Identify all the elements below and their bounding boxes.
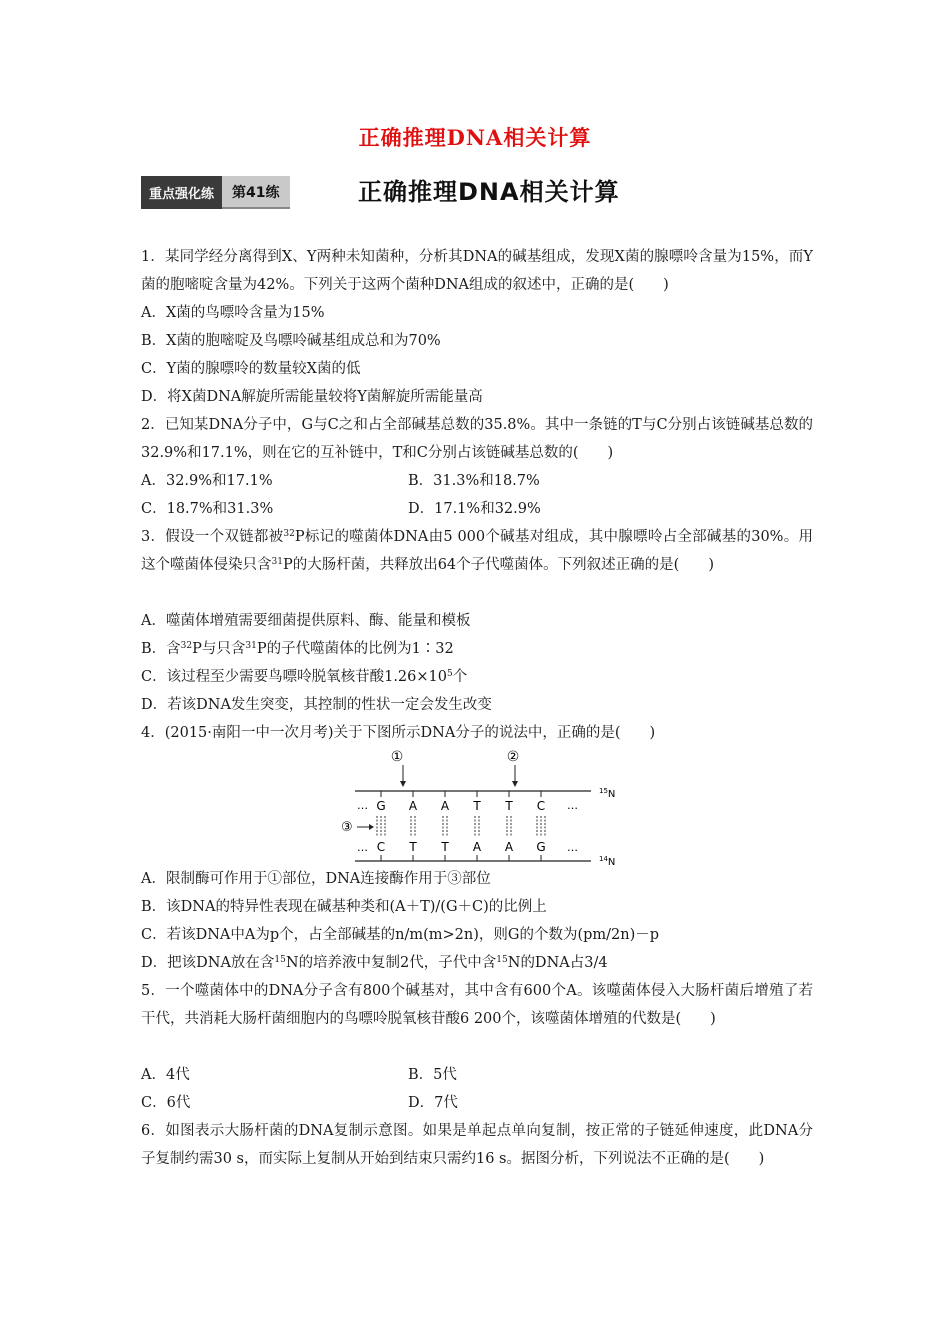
top-base: T — [505, 799, 513, 813]
bottom-ellipsis-right: … — [567, 841, 578, 854]
q3-option-b-part: P与只含 — [192, 641, 246, 657]
bottom-base: G — [536, 840, 546, 854]
label-top-mass: 15 — [599, 787, 608, 795]
q3-option-c-sup-5: 5 — [446, 669, 453, 679]
q2-option-a: A．32.9%和17.1% — [141, 473, 273, 489]
question-1-stem: 1．某同学经分离得到X、Y两种未知菌种，分析其DNA的碱基组成，发现X菌的腺嘌呤含量为15%，而Y菌的胞嘧啶含量为42%。下列关于这两个菌种DNA组成的叙述中，正确的是( ) — [141, 249, 813, 293]
q4-option-d-part: N的DNA占3/4 — [507, 955, 608, 971]
bottom-base: A — [504, 840, 514, 854]
q4-option-d — [141, 949, 813, 977]
top-base: T — [473, 799, 481, 813]
q4-option-a: A．限制酶可作用于①部位，DNA连接酶作用于③部位 — [141, 871, 491, 887]
q3-sup-32: 32 — [283, 529, 295, 539]
q4-option-d-sup-15b: 15 — [496, 955, 508, 965]
label-top-elem: N — [607, 789, 616, 800]
top-ellipsis-right: … — [567, 799, 578, 812]
q1-option-c: C．Y菌的腺嘌呤的数量较X菌的低 — [141, 361, 361, 377]
q4-option-d-sup-15: 15 — [274, 955, 286, 965]
label-bottom-strand — [599, 855, 615, 865]
top-base: C — [536, 799, 546, 813]
dna-figure — [141, 747, 813, 865]
marker-1-label: ① — [390, 749, 404, 765]
banner-tag: 重点强化练 — [141, 176, 222, 209]
dna-diagram — [341, 747, 631, 865]
bottom-base: T — [441, 840, 449, 854]
q3-option-c-part: 个 — [452, 669, 468, 685]
q4-option-d-part: N的培养液中复制2代，子代中含 — [285, 955, 497, 971]
banner-title: 正确推理DNA相关计算 — [358, 178, 620, 206]
bottom-base: T — [409, 840, 417, 854]
q3-option-c-part: C．该过程至少需要鸟嘌呤脱氧核苷酸1.26×10 — [141, 669, 447, 685]
q4-option-d-part: D．把该DNA放在含 — [141, 955, 275, 971]
q5-option-d: D．7代 — [408, 1095, 458, 1111]
question-2-stem: 2．已知某DNA分子中，G与C之和占全部碱基总数的35.8%。其中一条链的T与C分别占该链碱基总数的32.9%和17.1%，则在它的互补链中，T和C分别占该链碱基总数的( ) — [141, 417, 813, 461]
base-pairs — [376, 791, 545, 861]
q2-option-d: D．17.1%和32.9% — [408, 501, 541, 517]
section-banner — [141, 176, 290, 209]
page-title: 正确推理DNA相关计算 — [358, 125, 592, 150]
q4-option-c: C．若该DNA中A为p个，占全部碱基的n/m(m>2n)，则G的个数为(pm/2n)－p — [141, 927, 660, 943]
q3-sup-31: 31 — [271, 557, 283, 567]
marker-3-arrowhead — [369, 824, 374, 830]
q3-option-b-sup-31: 31 — [245, 641, 257, 651]
q3-option-c — [141, 663, 813, 691]
label-bottom-elem: N — [607, 857, 616, 865]
top-base: A — [408, 799, 418, 813]
question-6-stem: 6．如图表示大肠杆菌的DNA复制示意图。如果是单起点单向复制，按正常的子链延伸速度，此DNA分子复制约需30 s，而实际上复制从开始到结束只需约16 s。据图分析，下列说法不正确的是( ) — [141, 1123, 813, 1167]
q3-option-b-part: P的子代噬菌体的比例为1∶32 — [256, 641, 454, 657]
q3-stem-part: P的大肠杆菌，共释放出64个子代噬菌体。下列叙述正确的是( ) — [282, 557, 714, 573]
marker-3-label: ③ — [341, 820, 353, 835]
label-bottom-mass: 14 — [599, 855, 608, 863]
q2-option-c: C．18.7%和31.3% — [141, 501, 274, 517]
bottom-ellipsis-left: … — [357, 841, 368, 854]
question-4-stem: 4．(2015·南阳一中一次月考)关于下图所示DNA分子的说法中，正确的是( ) — [141, 725, 656, 741]
top-base: G — [376, 799, 386, 813]
q4-option-b: B．该DNA的特异性表现在碱基种类和(A＋T)/(G＋C)的比例上 — [141, 899, 547, 915]
q2-options-row-2 — [141, 495, 813, 523]
q2-option-b: B．31.3%和18.7% — [408, 473, 540, 489]
label-top-strand — [599, 787, 615, 800]
top-base: A — [440, 799, 450, 813]
question-list — [141, 243, 813, 1201]
q1-option-a: A．X菌的鸟嘌呤含量为15% — [141, 305, 325, 321]
q3-option-b-part: B．含 — [141, 641, 181, 657]
marker-2-arrowhead — [512, 781, 518, 787]
q3-option-a: A．噬菌体增殖需要细菌提供原料、酶、能量和模板 — [141, 613, 471, 629]
q5-option-b: B．5代 — [408, 1067, 457, 1083]
q3-option-b — [141, 635, 813, 663]
q1-option-d: D．将X菌DNA解旋所需能量较将Y菌解旋所需能量高 — [141, 389, 483, 405]
banner-number: 第41练 — [222, 176, 289, 209]
question-5-stem: 5．一个噬菌体中的DNA分子含有800个碱基对，其中含有600个A。该噬菌体侵入大肠杆菌后增殖了若干代，共消耗大肠杆菌细胞内的鸟嘌呤脱氧核苷酸6 200个，该噬菌体增殖的代数是( ) — [141, 983, 813, 1027]
q3-option-d: D．若该DNA发生突变，其控制的性状一定会发生改变 — [141, 697, 492, 713]
q5-options-row-2 — [141, 1089, 813, 1117]
q5-option-c: C．6代 — [141, 1095, 191, 1111]
q3-stem-part: 3．假设一个双链都被 — [141, 529, 284, 545]
marker-2-label: ② — [506, 749, 520, 765]
marker-1-arrowhead — [400, 781, 406, 787]
q3-option-b-sup-32: 32 — [180, 641, 193, 651]
q3-stem-part: P标记的噬菌体DNA由5 000个碱基对组成，其中腺嘌呤占全部碱基的30%。用这个噬菌体侵染只含 — [141, 529, 813, 573]
question-3-stem — [141, 523, 813, 607]
bottom-base: C — [376, 840, 386, 854]
q5-options-row-1 — [141, 1061, 813, 1089]
bottom-base: A — [472, 840, 482, 854]
top-ellipsis-left: … — [357, 799, 368, 812]
q5-option-a: A．4代 — [141, 1067, 190, 1083]
q1-option-b: B．X菌的胞嘧啶及鸟嘌呤碱基组成总和为70% — [141, 333, 441, 349]
q2-options-row-1 — [141, 467, 813, 495]
